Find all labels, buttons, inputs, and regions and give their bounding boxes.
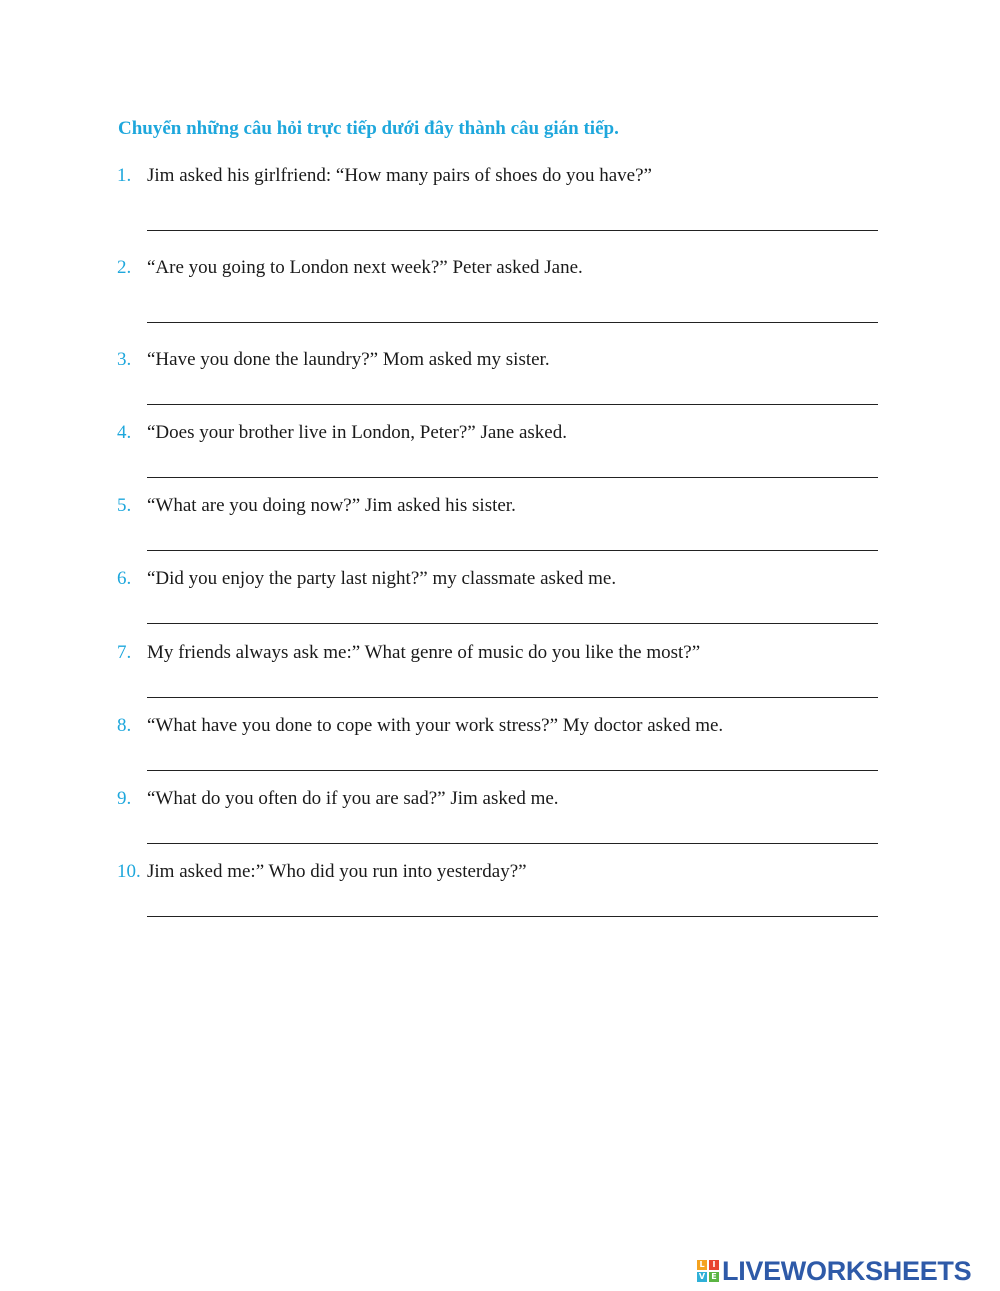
question-text: “Have you done the laundry?” Mom asked my sister.	[147, 349, 550, 370]
question-number: 1.	[117, 165, 132, 186]
question-number: 9.	[117, 788, 132, 809]
logo-block-i: I	[709, 1260, 719, 1270]
answer-line[interactable]	[147, 916, 878, 917]
logo-block-l: L	[697, 1260, 707, 1270]
question-text: Jim asked his girlfriend: “How many pairs of shoes do you have?”	[147, 165, 652, 186]
answer-line[interactable]	[147, 404, 878, 405]
question-text: My friends always ask me:” What genre of music do you like the most?”	[147, 642, 701, 663]
question-number: 4.	[117, 422, 132, 443]
question-number: 7.	[117, 642, 132, 663]
question-number: 5.	[117, 495, 132, 516]
answer-line[interactable]	[147, 770, 878, 771]
question-text: “What have you done to cope with your work stress?” My doctor asked me.	[147, 715, 724, 736]
question-number: 3.	[117, 349, 132, 370]
answer-line[interactable]	[147, 697, 878, 698]
logo-blocks-icon	[697, 1260, 719, 1282]
question-text: “Does your brother live in London, Peter?” Jane asked.	[147, 422, 567, 443]
answer-line[interactable]	[147, 623, 878, 624]
question-text: “Did you enjoy the party last night?” my classmate asked me.	[147, 568, 617, 589]
liveworksheets-logo	[697, 1257, 971, 1285]
answer-line[interactable]	[147, 843, 878, 844]
answer-line[interactable]	[147, 477, 878, 478]
logo-block-v: V	[698, 1272, 706, 1281]
question-number: 10.	[117, 861, 141, 882]
answer-line[interactable]	[147, 322, 878, 323]
question-text: “Are you going to London next week?” Peter asked Jane.	[147, 257, 583, 278]
question-text: “What do you often do if you are sad?” Jim asked me.	[147, 788, 559, 809]
question-number: 2.	[117, 257, 132, 278]
answer-line[interactable]	[147, 550, 878, 551]
worksheet-title: Chuyển những câu hỏi trực tiếp dưới đây thành câu gián tiếp.	[118, 118, 619, 139]
question-number: 6.	[117, 568, 132, 589]
logo-text: LIVEWORKSHEETS	[722, 1256, 972, 1286]
question-text: “What are you doing now?” Jim asked his sister.	[147, 495, 516, 516]
answer-line[interactable]	[147, 230, 878, 231]
logo-block-e: E	[709, 1272, 719, 1282]
question-text: Jim asked me:” Who did you run into yesterday?”	[147, 861, 527, 882]
question-number: 8.	[117, 715, 132, 736]
